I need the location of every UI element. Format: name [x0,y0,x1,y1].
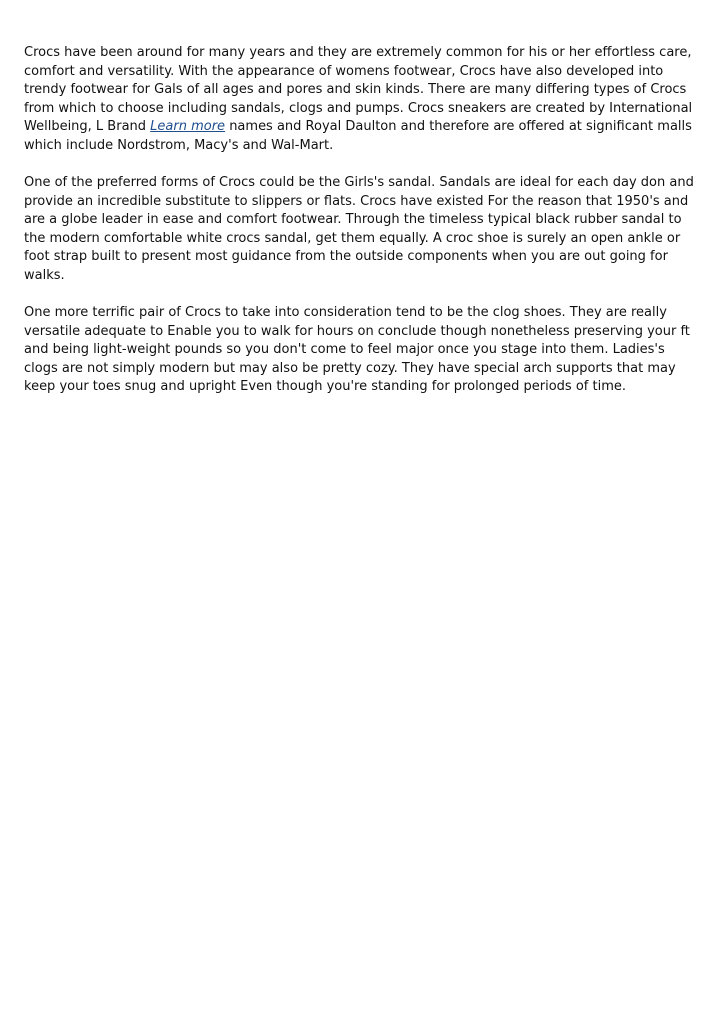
learn-more-link[interactable]: Learn more [150,119,226,134]
paragraph-3: One more terrific pair of Crocs to take into consideration tend to be the clog shoes. They are really versatile adequate to Enable you to walk for hours on conclude though nonetheless preserving your ft and being light-weight pounds so you don't come to feel major once you stage into them. Ladies's clogs are not simply modern but may also be pretty cozy. They have special arch supports that may keep your toes snug and upright Even though you're standing for prolonged periods of time. [24,305,690,394]
paragraph-1 [24,44,700,155]
paragraph-2: One of the preferred forms of Crocs could be the Girls's sandal. Sandals are ideal for each day don and provide an incredible substitute to slippers or flats. Crocs have existed For the reason that 1950's and are a globe leader in ease and comfort footwear. Through the timeless typical black rubber sandal to the modern comfortable white crocs sandal, get them equally. A croc shoe is surely an open ankle or foot strap built to present most guidance from the outside components when you are out going for walks. [24,175,694,283]
paragraph-1-text-start: Crocs have been around for many years and they are extremely common for his or her effortless care, comfort and versatility. With the appearance of womens footwear, Crocs have also developed into trendy footwear for Gals of all ages and pores and skin kinds. There are many differing types of Crocs from which to choose including sandals, clogs and pumps. Crocs sneakers are created by International Wellbeing, L Brand [24,45,693,134]
document-page [24,44,700,416]
paragraph-1-text-end: names and Royal Daulton and therefore are offered at significant malls which include Nordstrom, Macy's and Wal-Mart. [24,119,692,153]
